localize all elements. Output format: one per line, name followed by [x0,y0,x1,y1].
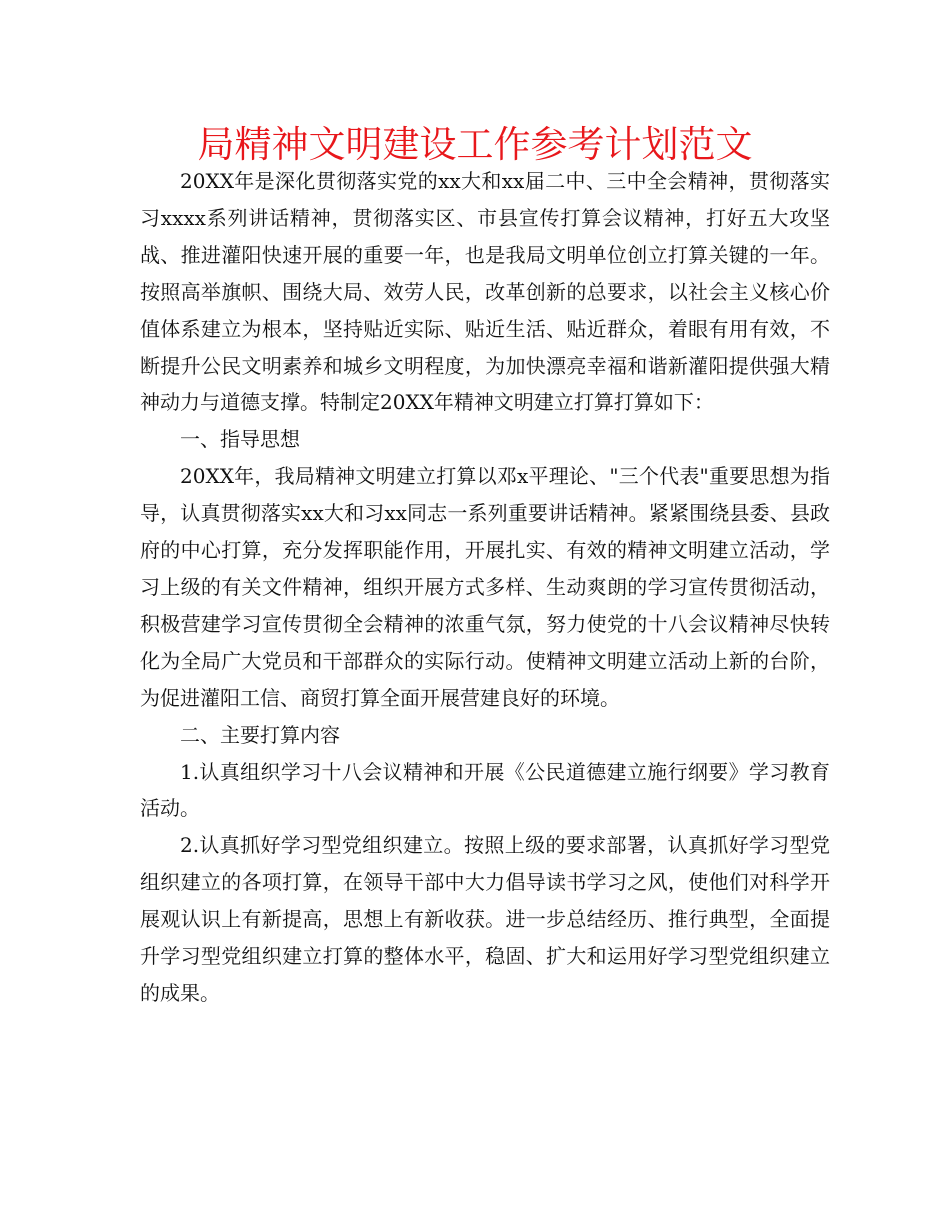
paragraph-item-1: 1.认真组织学习十八会议精神和开展《公民道德建立施行纲要》学习教育活动。 [140,759,830,821]
paragraph-item-2: 2.认真抓好学习型党组织建立。按照上级的要求部署，认真抓好学习型党组织建立的各项打算，在领导干部中大力倡导读书学习之风，使他们对科学开展观认识上有新提高，思想上有新收获。进一步总结经历、推行典型，全面提升学习型党组织建立打算的整体水平，稳固、扩大和运用好学习型党组织建立的成果。 [140,833,830,1005]
document-body [140,163,830,1012]
document-title: 局精神文明建设工作参考计划范文 [197,123,753,166]
section-heading-guiding-thought: 一、指导思想 [180,427,300,452]
section-heading-main-content: 二、主要打算内容 [180,722,340,747]
paragraph-guiding-thought: 20XX年，我局精神文明建立打算以邓x平理论、"三个代表"重要思想为指导，认真贯彻落实xx大和习xx同志一系列重要讲话精神。紧紧围绕县委、县政府的中心打算，充分发挥职能作用，开展扎实、有效的精神文明建立活动，学习上级的有关文件精神，组织开展方式多样、生动爽朗的学习宣传贯彻活动，积极营建学习宣传贯彻全会精神的浓重气氛，努力使党的十八会议精神尽快转化为全局广大党员和干部群众的实际行动。使精神文明建立活动上新的台阶，为促进灌阳工信、商贸打算全面开展营建良好的环境。 [140,464,830,710]
paragraph-intro: 20XX年是深化贯彻落实党的xx大和xx届二中、三中全会精神，贯彻落实习xxxx系列讲话精神，贯彻落实区、市县宣传打算会议精神，打好五大攻坚战、推进灌阳快速开展的重要一年，也是我局文明单位创立打算关键的一年。按照高举旗帜、围绕大局、效劳人民，改革创新的总要求，以社会主义核心价值体系建立为根本，坚持贴近实际、贴近生活、贴近群众，着眼有用有效，不断提升公民文明素养和城乡文明程度，为加快漂亮幸福和谐新灌阳提供强大精神动力与道德支撑。特制定20XX年精神文明建立打算打算如下： [140,169,830,415]
